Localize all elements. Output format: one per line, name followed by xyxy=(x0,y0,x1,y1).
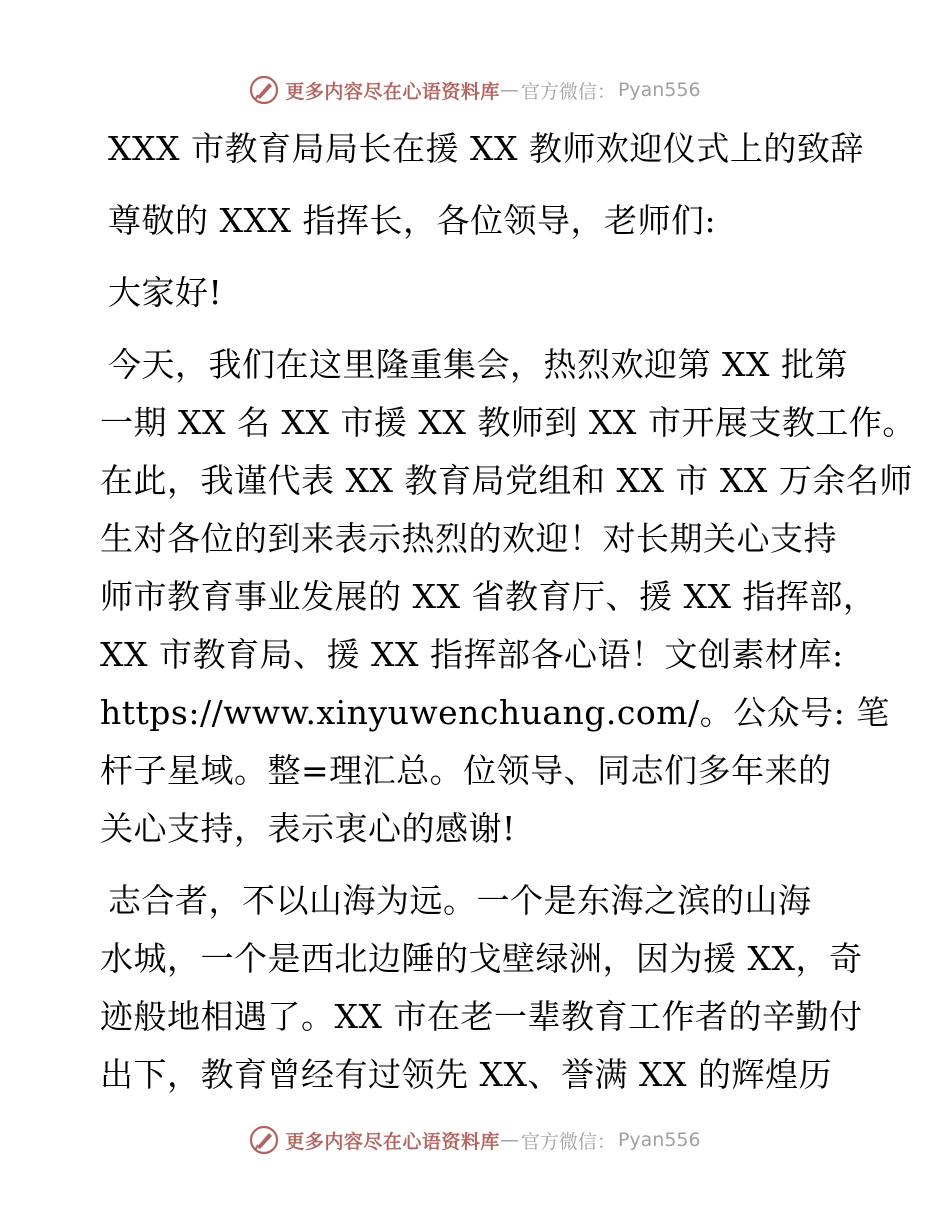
paragraph-line: 关心支持，表示衷心的感谢! xyxy=(100,809,516,848)
paragraph-line: 志合者，不以山海为远。一个是东海之滨的山海 xyxy=(108,881,812,920)
paragraph-line: 师市教育事业发展的 XX 省教育厅、援 XX 指挥部， xyxy=(100,577,877,616)
paragraph-line: 出下，教育曾经有过领先 XX、誉满 XX 的辉煌历 xyxy=(100,1055,832,1094)
paragraph-line: 今天，我们在这里隆重集会，热烈欢迎第 XX 批第 xyxy=(108,345,848,384)
paragraph-line: https://www.xinyuwenchuang.com/。公众号: 笔 xyxy=(100,693,890,732)
footer-banner xyxy=(0,1123,950,1157)
greeting: 大家好! xyxy=(108,273,223,312)
header-banner xyxy=(0,73,950,107)
paragraph-2 xyxy=(100,872,863,1104)
paragraph-1 xyxy=(100,336,916,858)
banner-brand-text: 更多内容尽在心语资料库 xyxy=(285,1130,500,1153)
paragraph-line: 杆子星域。整=理汇总。位领导、同志们多年来的 xyxy=(100,751,832,790)
paragraph-line: 迹般地相遇了。XX 市在老一辈教育工作者的辛勤付 xyxy=(100,997,863,1036)
banner-wechat-id: Pyan556 xyxy=(617,1129,701,1151)
banner-brand-text: 更多内容尽在心语资料库 xyxy=(285,80,500,103)
banner-wechat-label: 官方微信： xyxy=(520,80,616,103)
paragraph-line: 一期 XX 名 XX 市援 XX 教师到 XX 市开展支教工作。 xyxy=(100,403,916,442)
paragraph-line: XX 市教育局、援 XX 指挥部各心语！文创素材库: xyxy=(100,635,844,674)
paragraph-line: 水城，一个是西北边陲的戈壁绿洲，因为援 XX，奇 xyxy=(100,939,863,978)
paragraph-line: 生对各位的到来表示热烈的欢迎！对长期关心支持 xyxy=(100,519,837,558)
banner-wechat-label: 官方微信： xyxy=(520,1130,616,1153)
paragraph-line: 在此，我谨代表 XX 教育局党组和 XX 市 XX 万余名师 xyxy=(100,461,913,500)
banner-dash: — xyxy=(499,79,519,101)
document-body xyxy=(100,120,916,1104)
document-title: XXX 市教育局局长在援 XX 教师欢迎仪式上的致辞 xyxy=(108,129,864,168)
salutation: 尊敬的 XXX 指挥长，各位领导，老师们: xyxy=(108,201,717,240)
quill-logo-icon xyxy=(249,1125,279,1155)
banner-dash: — xyxy=(499,1129,519,1151)
quill-logo-icon xyxy=(249,75,279,105)
banner-wechat-id: Pyan556 xyxy=(617,79,701,101)
